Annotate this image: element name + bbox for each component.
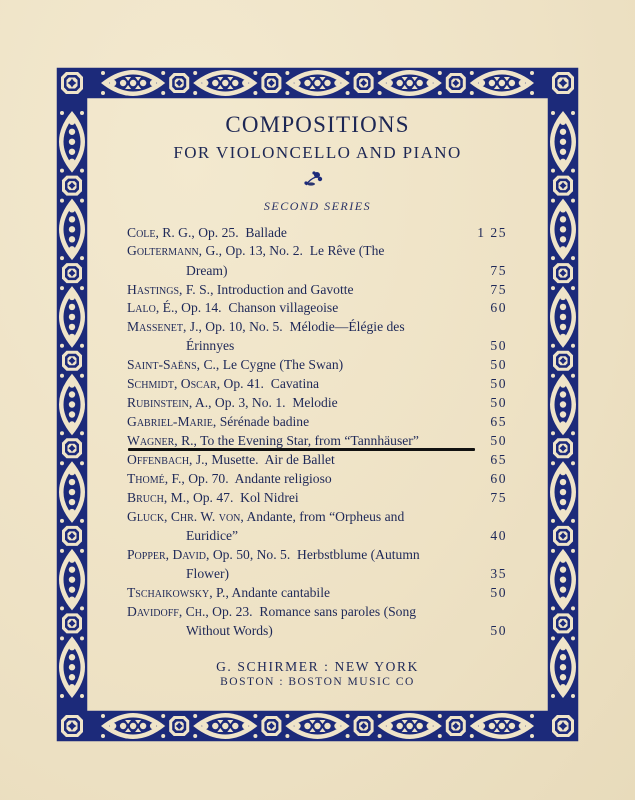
work-title: Introduction and Gavotte bbox=[216, 282, 354, 297]
composer-name: Goltermann, G., bbox=[127, 243, 223, 258]
price: 40 bbox=[490, 528, 507, 543]
fleuron-icon bbox=[302, 170, 324, 188]
price: 75 bbox=[490, 282, 507, 297]
list-item bbox=[127, 299, 507, 317]
work-title: Musette. Air de Ballet bbox=[211, 452, 335, 467]
title-line-2: FOR VIOLONCELLO AND PIANO bbox=[173, 143, 462, 162]
list-item bbox=[127, 470, 507, 488]
work-title: To the Evening Star, from “Tannhäuser” bbox=[200, 433, 419, 448]
work-title: Sérénade badine bbox=[219, 414, 310, 429]
composer-name: Bruch, M., bbox=[127, 490, 190, 505]
composer-name: Lalo, É., bbox=[127, 300, 178, 315]
work-title: Op. 25. Ballade bbox=[198, 225, 287, 240]
work-title: Le Cygne (The Swan) bbox=[222, 357, 344, 372]
title-line-1: COMPOSITIONS bbox=[225, 112, 410, 137]
composer-name: Saint-Saëns, C., bbox=[127, 357, 220, 372]
price: 35 bbox=[490, 566, 507, 581]
composer-name: Thomé, F., bbox=[127, 471, 185, 486]
composer-name: Massenet, J., bbox=[127, 319, 202, 334]
list-item bbox=[127, 356, 507, 374]
work-title: Op. 3, No. 1. Melodie bbox=[214, 395, 338, 410]
list-item bbox=[127, 318, 507, 336]
price: 75 bbox=[490, 263, 507, 278]
list-item-continuation bbox=[127, 527, 507, 545]
list-item bbox=[127, 224, 507, 242]
list-item bbox=[127, 603, 507, 621]
price: 50 bbox=[490, 585, 507, 600]
work-title: Op. 23. Romance sans paroles (Song bbox=[212, 604, 417, 619]
work-title: Op. 70. Andante religioso bbox=[188, 471, 332, 486]
list-item-continuation bbox=[127, 622, 507, 640]
composer-name: Hastings, F. S., bbox=[127, 282, 214, 297]
price: 65 bbox=[490, 414, 507, 429]
price: 50 bbox=[490, 433, 507, 448]
list-item bbox=[127, 546, 507, 564]
composer-name: Offenbach, J., bbox=[127, 452, 208, 467]
price: 50 bbox=[490, 357, 507, 372]
list-item bbox=[127, 413, 507, 431]
list-item-continuation bbox=[127, 262, 507, 280]
work-title: Without Words) bbox=[186, 623, 273, 638]
work-title: Op. 47. Kol Nidrei bbox=[192, 490, 299, 505]
composer-name: Davidoff, Ch., bbox=[127, 604, 209, 619]
composer-name: Popper, David, bbox=[127, 547, 210, 562]
list-item bbox=[127, 281, 507, 299]
work-title: Andante cantabile bbox=[231, 585, 331, 600]
list-item bbox=[127, 508, 507, 526]
composer-name: Gabriel-Marie, bbox=[127, 414, 217, 429]
work-title: Andante, from “Orpheus and bbox=[246, 509, 405, 524]
price: 60 bbox=[490, 300, 507, 315]
composer-name: Rubinstein, A., bbox=[127, 395, 212, 410]
publisher-line-2: BOSTON : BOSTON MUSIC CO bbox=[220, 676, 415, 688]
work-title: Op. 41. Cavatina bbox=[223, 376, 320, 391]
list-item bbox=[127, 375, 507, 393]
price: 50 bbox=[490, 623, 507, 638]
hand-drawn-underline bbox=[128, 448, 475, 451]
price: 50 bbox=[490, 376, 507, 391]
list-item bbox=[127, 242, 507, 260]
composer-name: Schmidt, Oscar, bbox=[127, 376, 221, 391]
work-title: Flower) bbox=[186, 566, 230, 581]
list-item bbox=[127, 451, 507, 469]
composer-name: Wagner, R., bbox=[127, 433, 197, 448]
price: 75 bbox=[490, 490, 507, 505]
work-title: Dream) bbox=[186, 263, 228, 278]
work-title: Érinnyes bbox=[186, 338, 235, 353]
composer-name: Cole, R. G., bbox=[127, 225, 195, 240]
work-title: Op. 13, No. 2. Le Rêve (The bbox=[225, 243, 385, 258]
list-item bbox=[127, 489, 507, 507]
list-item bbox=[127, 394, 507, 412]
price: 60 bbox=[490, 471, 507, 486]
work-title: Op. 10, No. 5. Mélodie—Élégie des bbox=[205, 319, 405, 334]
work-title: Op. 50, No. 5. Herbstblume (Autumn bbox=[212, 547, 420, 562]
price: 65 bbox=[490, 452, 507, 467]
series-heading: SECOND SERIES bbox=[263, 199, 372, 213]
price: 50 bbox=[490, 395, 507, 410]
list-item-continuation bbox=[127, 565, 507, 583]
price: 1 25 bbox=[477, 225, 507, 240]
price: 50 bbox=[490, 338, 507, 353]
work-title: Euridice” bbox=[186, 528, 239, 543]
composer-name: Gluck, Chr. W. von, bbox=[127, 509, 244, 524]
publisher-line-1: G. SCHIRMER : NEW YORK bbox=[216, 659, 419, 674]
composer-name: Tschaikowsky, P., bbox=[127, 585, 229, 600]
work-title: Op. 14. Chanson villageoise bbox=[181, 300, 339, 315]
list-item bbox=[127, 584, 507, 602]
list-item-continuation bbox=[127, 337, 507, 355]
